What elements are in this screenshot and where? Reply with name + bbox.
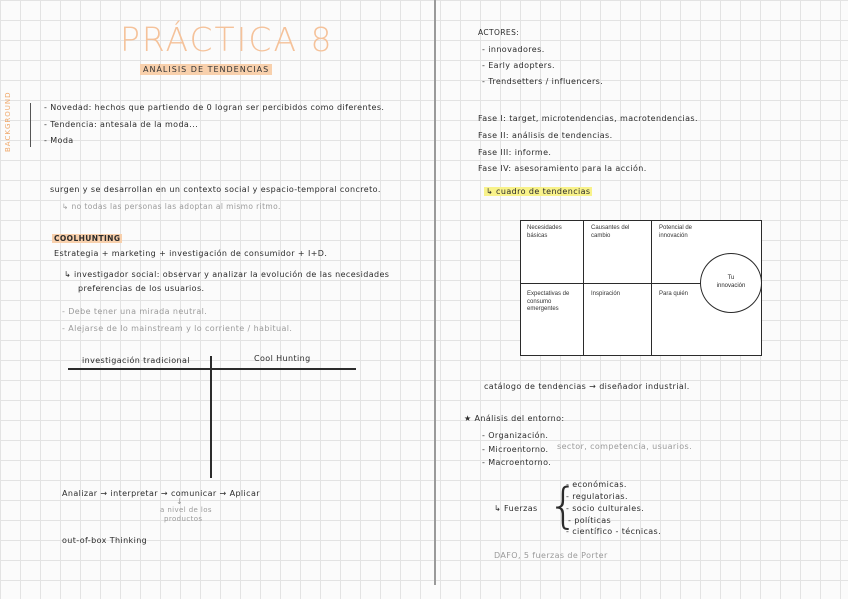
out-of-box-thinking: out-of-box Thinking — [62, 536, 148, 545]
coolhunting-formula: Estrategia + marketing + investigación de consumidor + I+D. — [54, 249, 328, 258]
trend-table-vline-1 — [583, 221, 584, 355]
fuerza-regulatorias: - regulatorias. — [566, 492, 628, 501]
page-subtitle: ANÁLISIS DE TENDENCIAS — [140, 64, 272, 75]
microentorno-note: sector, competencia, usuarios. — [557, 442, 693, 451]
table-header-coolhunting: Cool Hunting — [254, 354, 311, 363]
process-line: Analizar → interpretar → comunicar → Aplicar — [62, 489, 260, 498]
tu-innovacion-circle — [700, 253, 762, 313]
entorno-organizacion: - Organización. — [482, 431, 549, 440]
entorno-microentorno: - Microentorno. — [482, 445, 549, 454]
cell-para-quien: Para quién — [659, 291, 689, 297]
actor-innovadores: - innovadores. — [482, 45, 545, 54]
process-arrow-down: ↓ — [176, 497, 184, 506]
fase-3: Fase III: informe. — [478, 148, 552, 157]
page-divider — [434, 0, 436, 585]
investigador-line-1: ↳ investigador social: observar y analizar la evolución de las necesidades — [64, 270, 390, 279]
coolhunting-heading — [52, 235, 122, 243]
fuerza-economicas: - económicas. — [566, 480, 627, 489]
bullet-mainstream: - Alejarse de lo mainstream y lo corriente / habitual. — [62, 324, 293, 333]
trend-table-vline-2 — [651, 221, 652, 355]
fase-1: Fase I: target, microtendencias, macrotendencias. — [478, 114, 698, 123]
fuerza-socio-culturales: - socio culturales. — [566, 504, 645, 513]
fase-4: Fase IV: asesoramiento para la acción. — [478, 164, 647, 173]
fuerzas-bracket: { — [548, 478, 579, 534]
context-note: ↳ no todas las personas las adoptan al mismo ritmo. — [62, 202, 281, 211]
t-chart-vertical-line — [210, 356, 212, 478]
page-title: PRÁCTICA 8 — [120, 20, 334, 59]
cuadro-link — [484, 188, 592, 196]
cell-necesidades-basicas: Necesidades básicas — [527, 225, 562, 239]
background-item-moda: - Moda — [44, 136, 74, 145]
actores-heading: ACTORES: — [478, 28, 520, 37]
cell-causantes-cambio: Causantes del cambio — [591, 225, 630, 239]
table-header-traditional: investigación tradicional — [82, 356, 190, 365]
bullet-mirada-neutral: - Debe tener una mirada neutral. — [62, 307, 208, 316]
investigador-line-2: preferencias de los usuarios. — [78, 284, 205, 293]
coolhunting-heading-text: COOLHUNTING — [54, 234, 121, 243]
fuerzas-label: ↳ Fuerzas — [494, 504, 538, 513]
context-line: surgen y se desarrollan en un contexto social y espacio-temporal concreto. — [50, 185, 381, 194]
fuerza-cientifico-tecnicas: - científico - técnicas. — [566, 527, 662, 536]
cell-expectativas-consumo: Expectativas de consumo emergentes — [527, 291, 570, 312]
background-item-tendencia: - Tendencia: antesala de la moda... — [44, 120, 199, 129]
catalogo-line: catálogo de tendencias → diseñador industrial. — [484, 382, 690, 391]
cell-potencial-innovacion: Potencial de innovación — [659, 225, 693, 239]
fase-2: Fase II: análisis de tendencias. — [478, 131, 613, 140]
cuadro-link-text: ↳ cuadro de tendencias — [486, 187, 591, 196]
actor-trendsetters: - Trendsetters / influencers. — [482, 77, 604, 86]
fuerza-politicas: - políticas — [568, 516, 612, 525]
tu-innovacion-label: Tu innovación — [716, 275, 746, 289]
actor-early-adopters: - Early adopters. — [482, 61, 555, 70]
background-bracket-line — [30, 103, 31, 147]
side-tab-background: BACKGROUND — [4, 91, 12, 152]
entorno-heading: ★ Análisis del entorno: — [464, 414, 565, 423]
t-chart-horizontal-line — [68, 368, 356, 370]
cell-inspiracion: Inspiración — [591, 291, 621, 297]
process-note-2: productos — [164, 515, 203, 523]
process-note-1: a nivel de los — [160, 506, 212, 514]
entorno-macroentorno: - Macroentorno. — [482, 458, 552, 467]
trend-table-hline — [521, 283, 701, 284]
dafo-line: DAFO, 5 fuerzas de Porter — [494, 551, 608, 560]
background-item-novedad: - Novedad: hechos que partiendo de 0 logran ser percibidos como diferentes. — [44, 103, 385, 112]
